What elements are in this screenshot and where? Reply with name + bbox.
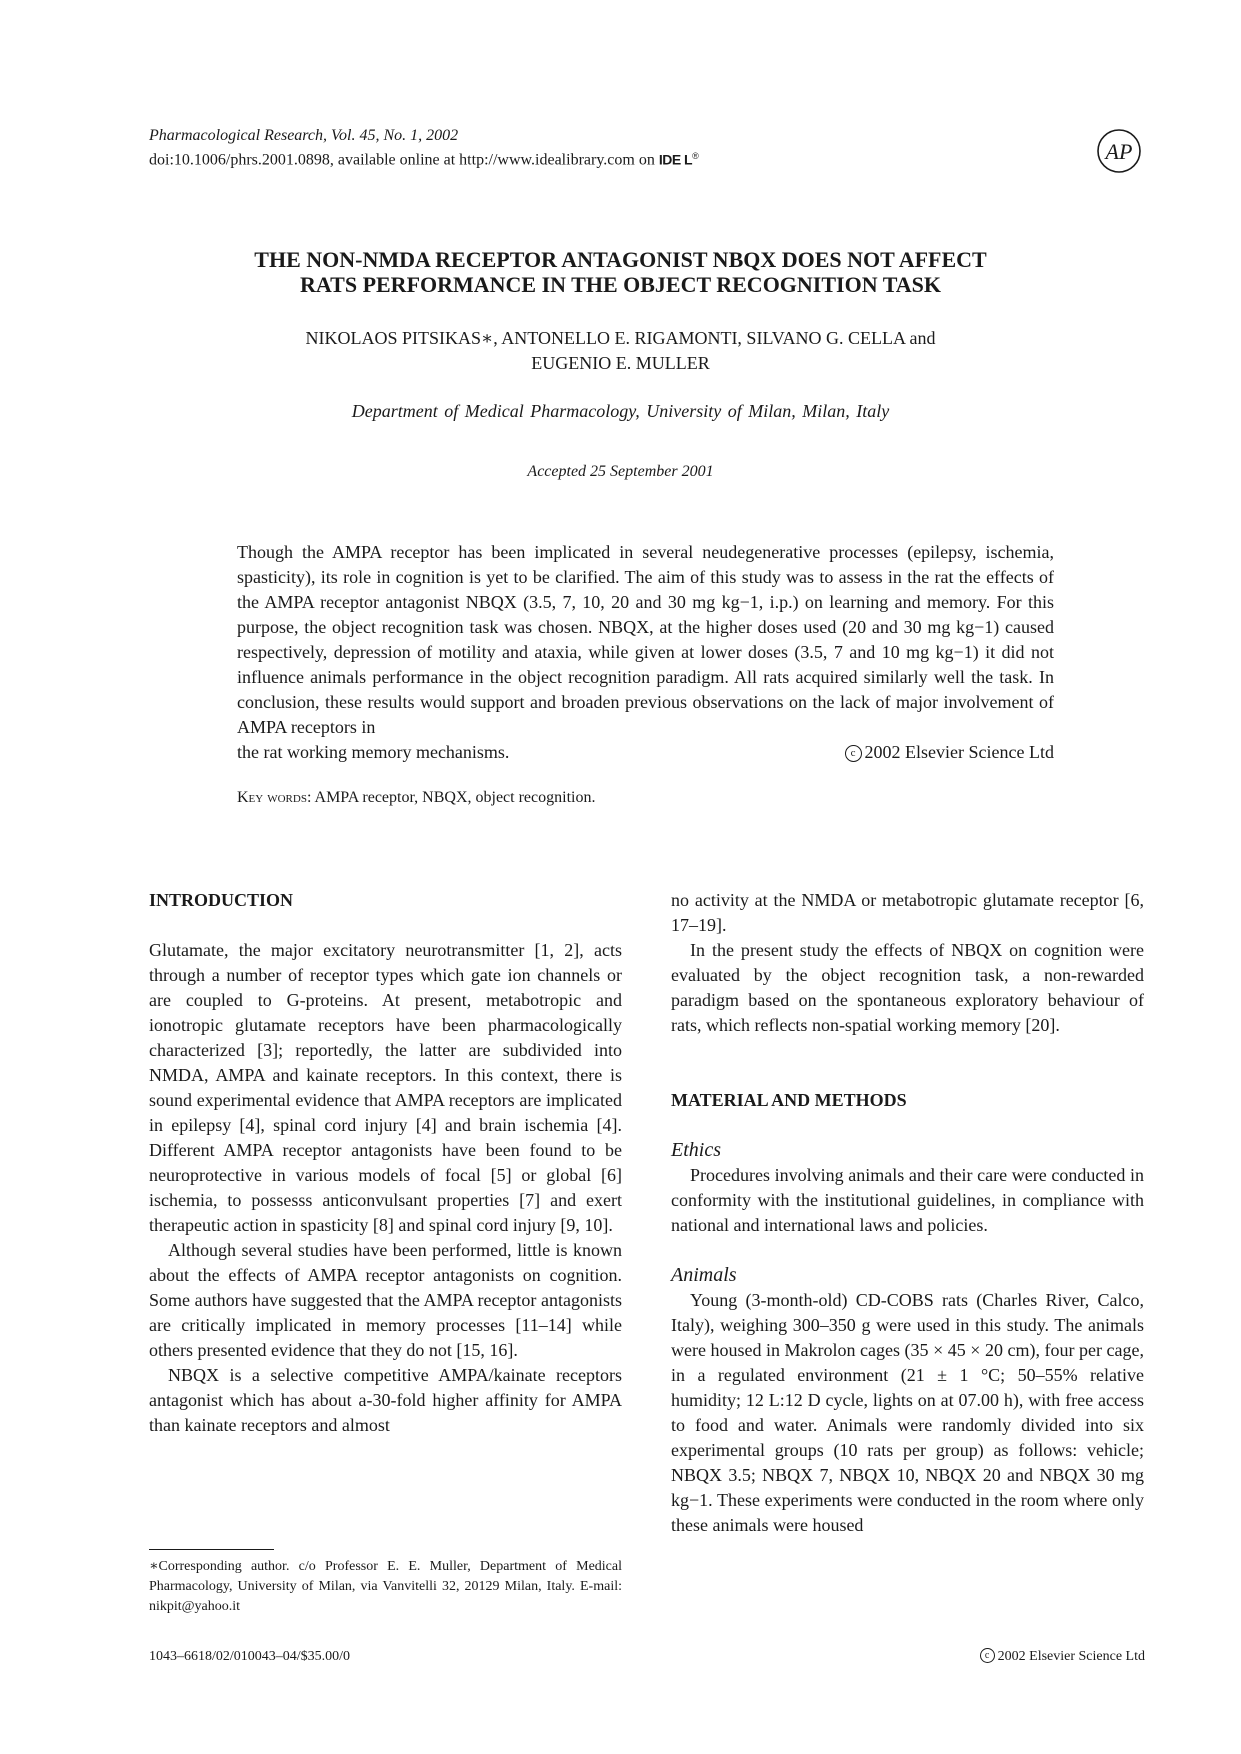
title-line-2: RATS PERFORMANCE IN THE OBJECT RECOGNITION TASK <box>300 272 941 297</box>
copyright-icon: c <box>980 1648 995 1663</box>
title-line-1: THE NON-NMDA RECEPTOR ANTAGONIST NBQX DOES NOT AFFECT <box>254 247 987 272</box>
article-title <box>150 247 1091 297</box>
ethics-subheading: Ethics <box>671 1139 721 1161</box>
abstract-copyright: c 2002 Elsevier Science Ltd <box>845 740 1054 765</box>
copyright-icon: c <box>845 745 862 762</box>
methods-heading: MATERIAL AND METHODS <box>671 1090 907 1110</box>
intro-paragraph-1: Glutamate, the major excitatory neurotransmitter [1, 2], acts through a number of receptor types which gate ion channels or are coupled to G-proteins. At present, metabotropic and ionotropic glutamate receptors have been pharmacologically characterized [3]; reportedly, the latter are subdivided into NMDA, AMPA and kainate receptors. In this context, there is sound experimental evidence that AMPA receptors are implicated in epilepsy [4], spinal cord injury [4] and brain ischemia [4]. Different AMPA receptor antagonists have been found to be neuroprotective in various models of focal [5] or global [6] ischemia, to possesss anticonvulsant properties [7] and exert therapeutic action in spasticity [8] and spinal cord injury [9, 10]. <box>149 940 622 1235</box>
animals-paragraph: Young (3-month-old) CD-COBS rats (Charles River, Calco, Italy), weighing 300–350 g were used in this study. The animals were housed in Makrolon cages (35 × 45 × 20 cm), four per cage, in a regulated environment (21 ± 1 °C; 50–55% relative humidity; 12 L:12 D cycle, lights on at 07.00 h), with free access to food and water. Animals were randomly divided into six experimental groups (10 rats per group) as follows: vehicle; NBQX 3.5; NBQX 7, NBQX 10, NBQX 20 and NBQX 30 mg kg−1. These experiments were conducted in the room where only these animals were housed <box>671 1290 1144 1535</box>
intro-paragraph-2: Although several studies have been performed, little is known about the effects of AMPA receptor antagonists on cognition. Some authors have suggested that the AMPA receptor antagonists are critically implicated in memory processes [11–14] while others presented evidence that they do not [15, 16]. <box>149 1240 622 1360</box>
right-column <box>671 888 1144 1538</box>
footnote-rule <box>149 1549 274 1550</box>
doi-line <box>149 146 698 171</box>
academic-press-logo-icon <box>1096 128 1142 174</box>
accepted-date: Accepted 25 September 2001 <box>527 463 714 480</box>
intro-continuation: no activity at the NMDA or metabotropic glutamate receptor [6, 17–19]. <box>671 890 1144 935</box>
keywords-text: AMPA receptor, NBQX, object recognition. <box>314 789 596 806</box>
keywords: Key words: AMPA receptor, NBQX, object recognition. <box>237 789 596 806</box>
ethics-paragraph: Procedures involving animals and their care were conducted in conformity with the institutional guidelines, in compliance with national and international laws and policies. <box>671 1165 1144 1235</box>
ideal-logo: IDE L® <box>658 151 699 168</box>
corresponding-author-footnote: ∗Corresponding author. c/o Professor E. E. Muller, Department of Medical Pharmacology, University of Milan, via Vanvitelli 32, 20129 Milan, Italy. E-mail: nikpit@yahoo.it <box>149 1559 622 1614</box>
left-column <box>149 888 622 1438</box>
keywords-label: Key words <box>237 789 307 806</box>
animals-subheading: Animals <box>671 1264 737 1286</box>
journal-citation: Pharmacological Research, Vol. 45, No. 1, 2002 <box>149 127 459 144</box>
authors-line-2: EUGENIO E. MULLER <box>531 353 710 373</box>
svg-text:AP: AP <box>1105 139 1133 164</box>
journal-header <box>149 126 698 171</box>
intro-paragraph-3: NBQX is a selective competitive AMPA/kainate receptors antagonist which has about a-30-fold higher affinity for AMPA than kainate receptors and almost <box>149 1365 622 1435</box>
abstract <box>237 540 1054 765</box>
introduction-heading: INTRODUCTION <box>149 890 294 910</box>
abstract-final-text: the rat working memory mechanisms. <box>237 742 510 762</box>
footer-copyright: c 2002 Elsevier Science Ltd <box>980 1648 1145 1666</box>
issn-code: 1043–6618/02/010043–04/$35.00/0 <box>149 1649 351 1664</box>
author-list <box>150 326 1091 376</box>
affiliation: Department of Medical Pharmacology, University of Milan, Milan, Italy <box>351 401 890 421</box>
authors-line-1: NIKOLAOS PITSIKAS∗, ANTONELLO E. RIGAMONTI, SILVANO G. CELLA and <box>305 328 936 348</box>
abstract-text: Though the AMPA receptor has been implicated in several neudegenerative processes (epilepsy, ischemia, spasticity), its role in cognition is yet to be clarified. The aim of this study was to assess in the rat the effects of the AMPA receptor antagonist NBQX (3.5, 7, 10, 20 and 30 mg kg−1, i.p.) on learning and memory. For this purpose, the object recognition task was chosen. NBQX, at the higher doses used (20 and 30 mg kg−1) caused respectively, depression of motility and ataxia, while given at lower doses (3.5, 7 and 10 mg kg−1) it did not influence animals performance in the object recognition paradigm. All rats acquired similarly well the task. In conclusion, these results would support and broaden previous observations on the lack of major involvement of AMPA receptors in <box>237 542 1054 737</box>
intro-paragraph-4: In the present study the effects of NBQX on cognition were evaluated by the object recognition task, a non-rewarded paradigm based on the spontaneous exploratory behaviour of rats, which reflects non-spatial working memory [20]. <box>671 940 1144 1035</box>
abstract-last-line <box>237 740 1054 765</box>
doi-text: doi:10.1006/phrs.2001.0898, available online at http://www.idealibrary.com on <box>149 151 655 169</box>
